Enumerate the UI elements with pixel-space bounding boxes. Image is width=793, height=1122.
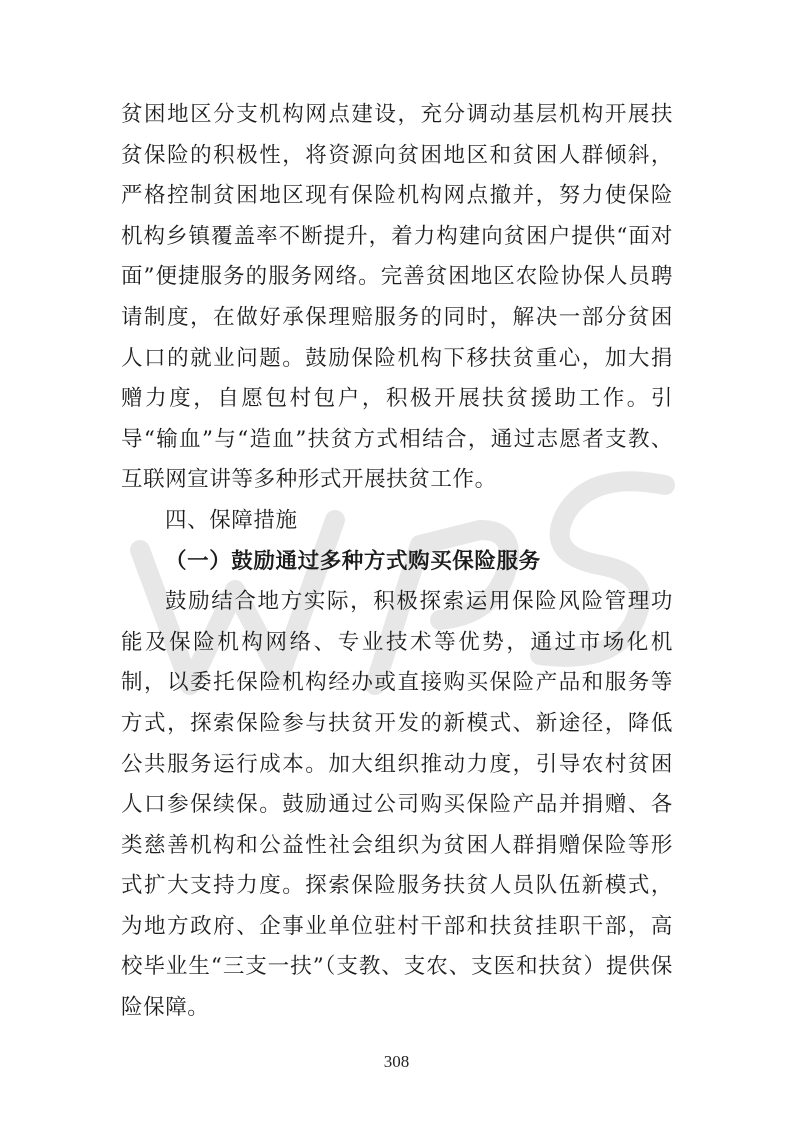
subsection-heading: （一）鼓励通过多种方式购买保险服务 — [165, 548, 541, 574]
page-number: 308 — [383, 1052, 410, 1071]
document-body — [121, 95, 673, 1029]
body-paragraph: 贫困地区分支机构网点建设，充分调动基层机构开展扶贫保险的积极性，将资源向贫困地区和贫困人群倾斜，严格控制贫困地区现有保险机构网点撤并，努力使保险机构乡镇覆盖率不断提升，着力构建向贫困户提供“面对面”便捷服务的服务网络。完善贫困地区农险协保人员聘请制度，在做好承保理赔服务的同时，解决一部分贫困人口的就业问题。鼓励保险机构下移扶贫重心，加大捐赠力度，自愿包村包户，积极开展扶贫援助工作。引导“输血”与“造血”扶贫方式相结合，通过志愿者支教、互联网宣讲等多种形式开展扶贫工作。 — [121, 102, 673, 493]
section-heading: 四、保障措施 — [165, 507, 298, 533]
body-paragraph: 鼓励结合地方实际，积极探索运用保险风险管理功能及保险机构网络、专业技术等优势，通过市场化机制，以委托保险机构经办或直接购买保险产品和服务等方式，探索保险参与扶贫开发的新模式、新途径，降低公共服务运行成本。加大组织推动力度，引导农村贫困人口参保续保。鼓励通过公司购买保险产品并捐赠、各类慈善机构和公益性社会组织为贫困人群捐赠保险等形式扩大支持力度。探索保险服务扶贫人员队伍新模式，为地方政府、企事业单位驻村干部和扶贫挂职干部，高校毕业生“三支一扶”（支教、支农、支医和扶贫）提供保险保障。 — [121, 589, 673, 1021]
